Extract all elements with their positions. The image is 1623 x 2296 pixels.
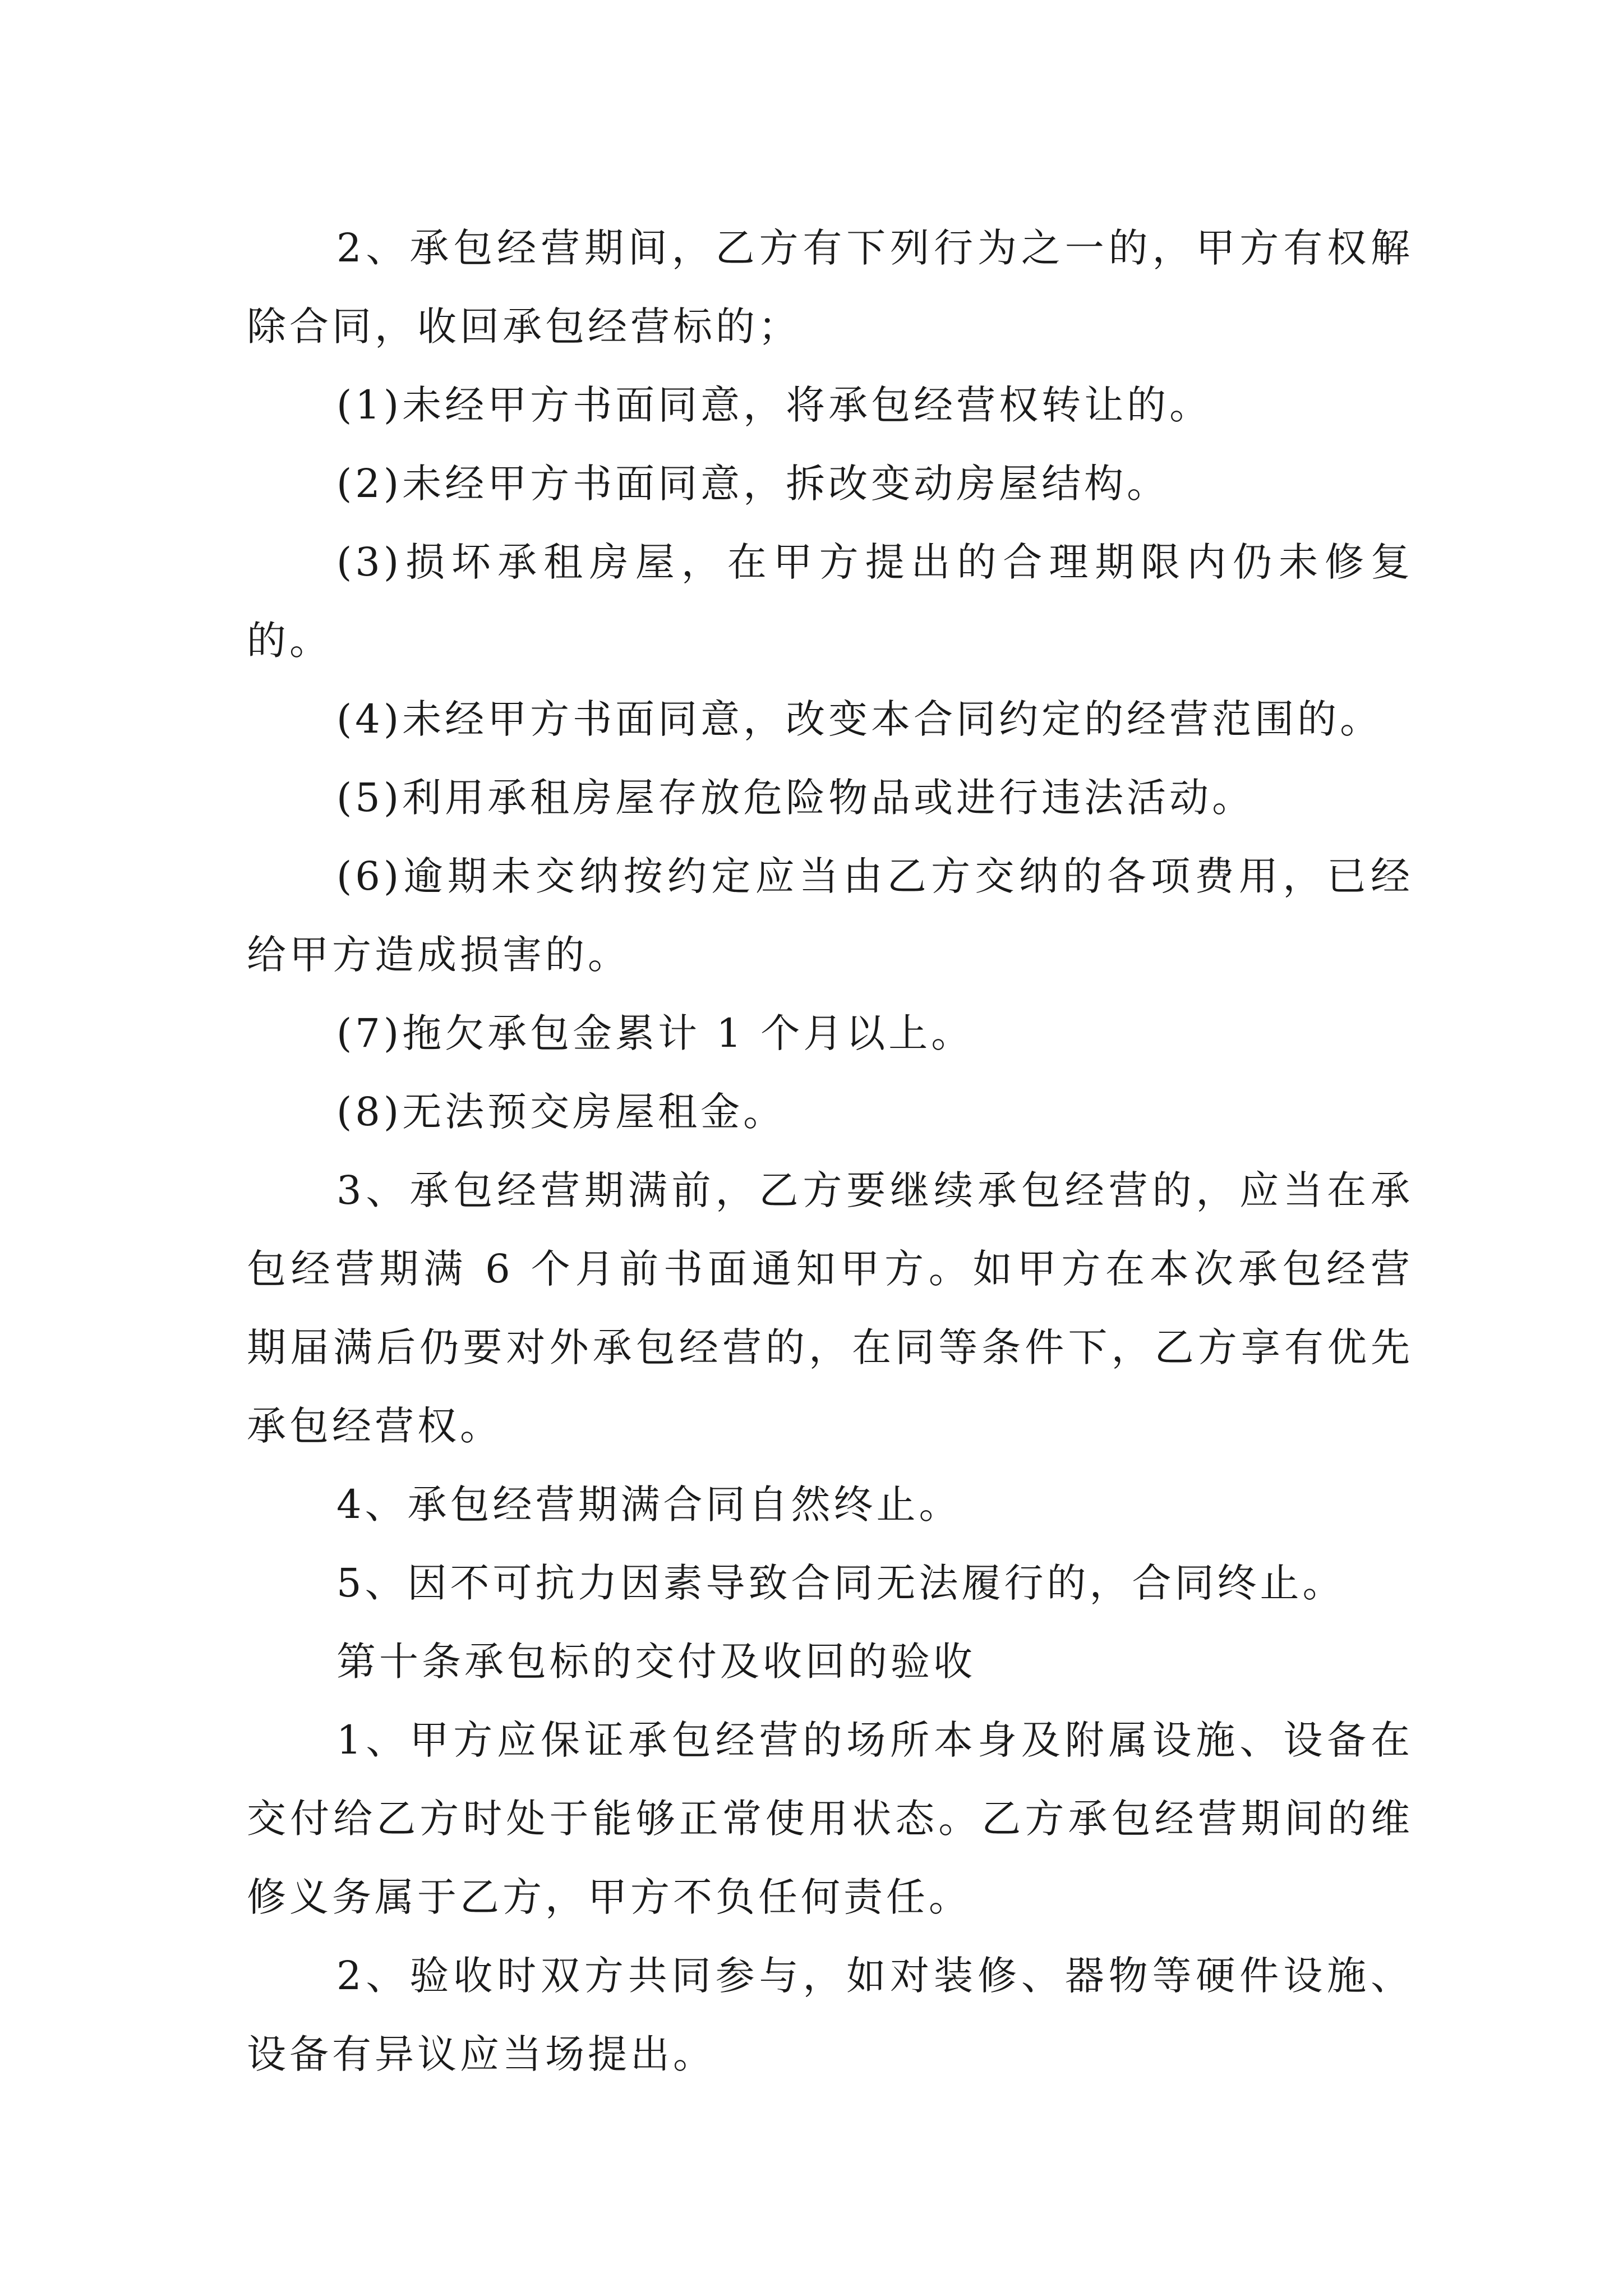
- section-heading-article-10: 第十条承包标的交付及收回的验收: [336, 1639, 976, 1685]
- paragraph-item-4: (4)未经甲方书面同意，改变本合同约定的经营范围的。: [336, 696, 1383, 742]
- paragraph-item-6: (6)逾期未交纳按约定应当由乙方交纳的各项费用，已经给甲方造成损害的。: [247, 853, 1413, 978]
- paragraph-item-5: (5)利用承租房屋存放危险物品或进行违法活动。: [336, 775, 1255, 821]
- paragraph-handover-condition: 1、甲方应保证承包经营的场所本身及附属设施、设备在交付给乙方时处于能够正常使用状态。乙方承包经营期间的维修义务属于乙方，甲方不负任何责任。: [247, 1717, 1413, 1920]
- paragraph-renewal: 3、承包经营期满前，乙方要继续承包经营的，应当在承包经营期满 6 个月前书面通知甲方。如甲方在本次承包经营期届满后仍要对外承包经营的，在同等条件下，乙方享有优先承包经营权。: [247, 1167, 1413, 1449]
- paragraph-item-3: (3)损坏承租房屋，在甲方提出的合理期限内仍未修复的。: [247, 539, 1413, 664]
- paragraph-joint-inspection: 2、验收时双方共同参与，如对装修、器物等硬件设施、设备有异议应当场提出。: [247, 1953, 1413, 2077]
- paragraph-item-8: (8)无法预交房屋租金。: [336, 1089, 786, 1135]
- paragraph-expiry: 4、承包经营期满合同自然终止。: [336, 1481, 962, 1527]
- paragraph-item-2: (2)未经甲方书面同意，拆改变动房屋结构。: [336, 461, 1170, 507]
- paragraph-termination-conditions: 2、承包经营期间，乙方有下列行为之一的，甲方有权解除合同，收回承包经营标的；: [247, 225, 1413, 349]
- paragraph-force-majeure: 5、因不可抗力因素导致合同无法履行的，合同终止。: [336, 1560, 1345, 1606]
- paragraph-item-1: (1)未经甲方书面同意，将承包经营权转让的。: [336, 382, 1212, 428]
- document-body: [247, 209, 1413, 2093]
- paragraph-item-7: (7)拖欠承包金累计 1 个月以上。: [336, 1010, 974, 1056]
